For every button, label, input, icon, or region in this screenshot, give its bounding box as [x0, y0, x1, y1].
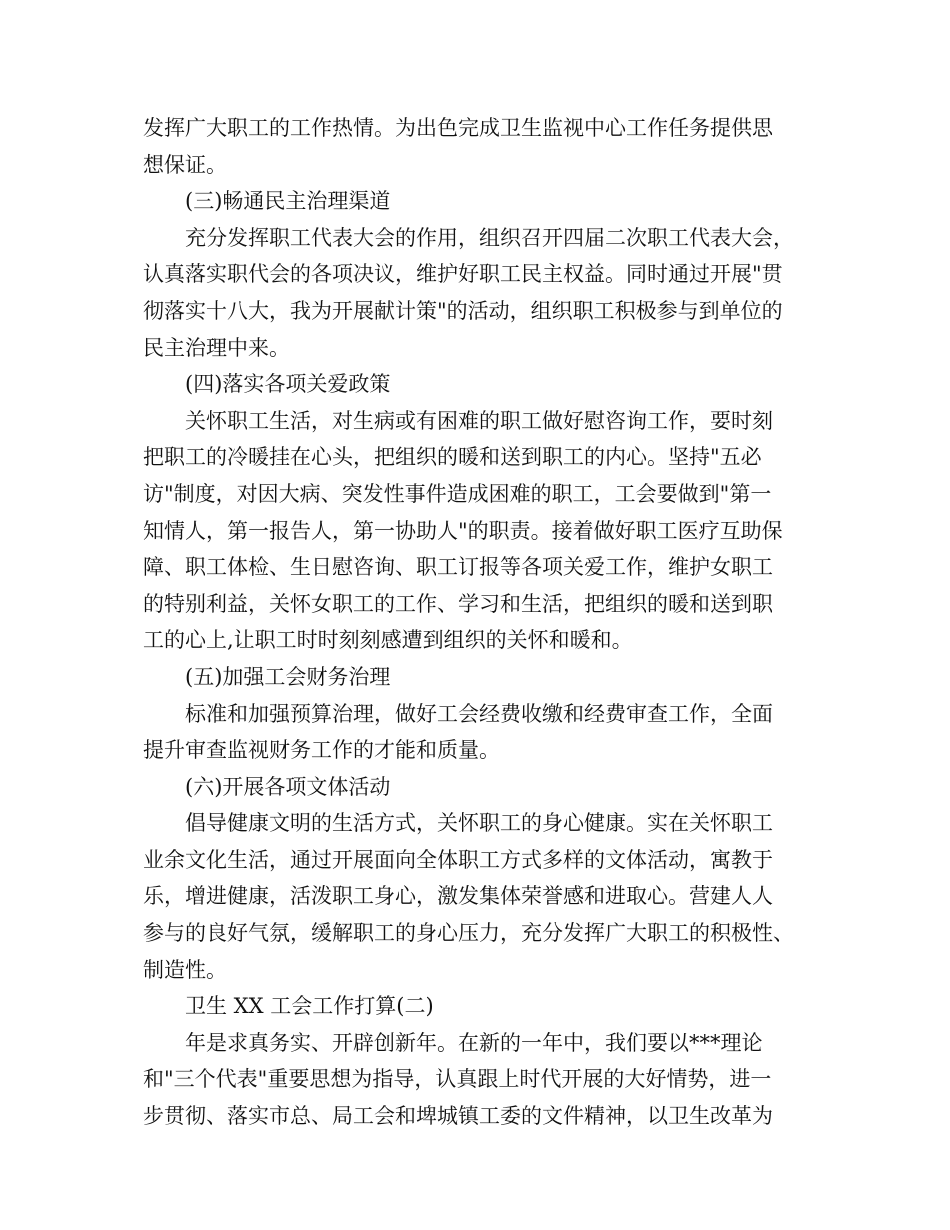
document-heading: 卫生 XX 工会工作打算(二): [185, 994, 434, 1019]
text-line: 工的心上,让职工时时刻刻感遭到组织的关怀和暖和。: [143, 628, 633, 653]
text-line: 关怀职工生活，对生病或有困难的职工做好慰咨询工作，要时刻: [185, 408, 773, 433]
text-line: 的特别利益，关怀女职工的工作、学习和生活，把组织的暖和送到职: [143, 591, 773, 616]
text-line: 障、职工体检、生日慰咨询、职工订报等各项关爱工作，维护女职工: [143, 555, 773, 580]
section-heading: (六)开展各项文体活动: [185, 774, 391, 799]
text-line: 提升审查监视财务工作的才能和质量。: [143, 738, 500, 763]
text-line: 倡导健康文明的生活方式，关怀职工的身心健康。实在关怀职工: [185, 811, 773, 836]
text-line: 和"三个代表"重要思想为指导，认真跟上时代开展的大好情势，进一: [143, 1067, 772, 1092]
text-line: 充分发挥职工代表大会的作用，组织召开四届二次职工代表大会，: [185, 225, 794, 250]
text-line: 发挥广大职工的工作热情。为出色完成卫生监视中心工作任务提供思: [143, 116, 773, 140]
section-heading: (三)畅通民主治理渠道: [185, 189, 391, 214]
text-line: 民主治理中来。: [143, 335, 290, 360]
text-line: 业余文化生活，通过开展面向全体职工方式多样的文体活动，寓教于: [143, 847, 773, 872]
text-line: 认真落实职代会的各项决议，维护好职工民主权益。同时通过开展"贯: [143, 262, 783, 287]
text-line: 知情人，第一报告人，第一协助人"的职责。接着做好职工医疗互助保: [143, 518, 783, 543]
text-line: 标准和加强预算治理，做好工会经费收缴和经费审查工作，全面: [185, 701, 773, 726]
text-line: 想保证。: [143, 152, 227, 177]
text-line: 访"制度，对因大病、突发性事件造成困难的职工，工会要做到"第一: [143, 481, 772, 506]
text-line: 把职工的冷暖挂在心头，把组织的暖和送到职工的内心。坚持"五必: [143, 445, 762, 470]
section-heading: (四)落实各项关爱政策: [185, 372, 391, 397]
text-line: 制造性。: [143, 957, 227, 982]
text-line: 年是求真务实、开辟创新年。在新的一年中，我们要以***理论: [185, 1030, 763, 1055]
text-line: 乐，增进健康，活泼职工身心，激发集体荣誉感和进取心。营建人人: [143, 884, 773, 909]
document-body: [143, 110, 843, 1135]
text-line: 彻落实十八大，我为开展献计策"的活动，组织职工积极参与到单位的: [143, 298, 783, 323]
text-line: 参与的良好气氛，缓解职工的身心压力，充分发挥广大职工的积极性、: [143, 921, 794, 946]
section-heading: (五)加强工会财务治理: [185, 664, 391, 689]
text-line: 步贯彻、落实市总、局工会和埤城镇工委的文件精神，以卫生改革为: [143, 1104, 773, 1129]
